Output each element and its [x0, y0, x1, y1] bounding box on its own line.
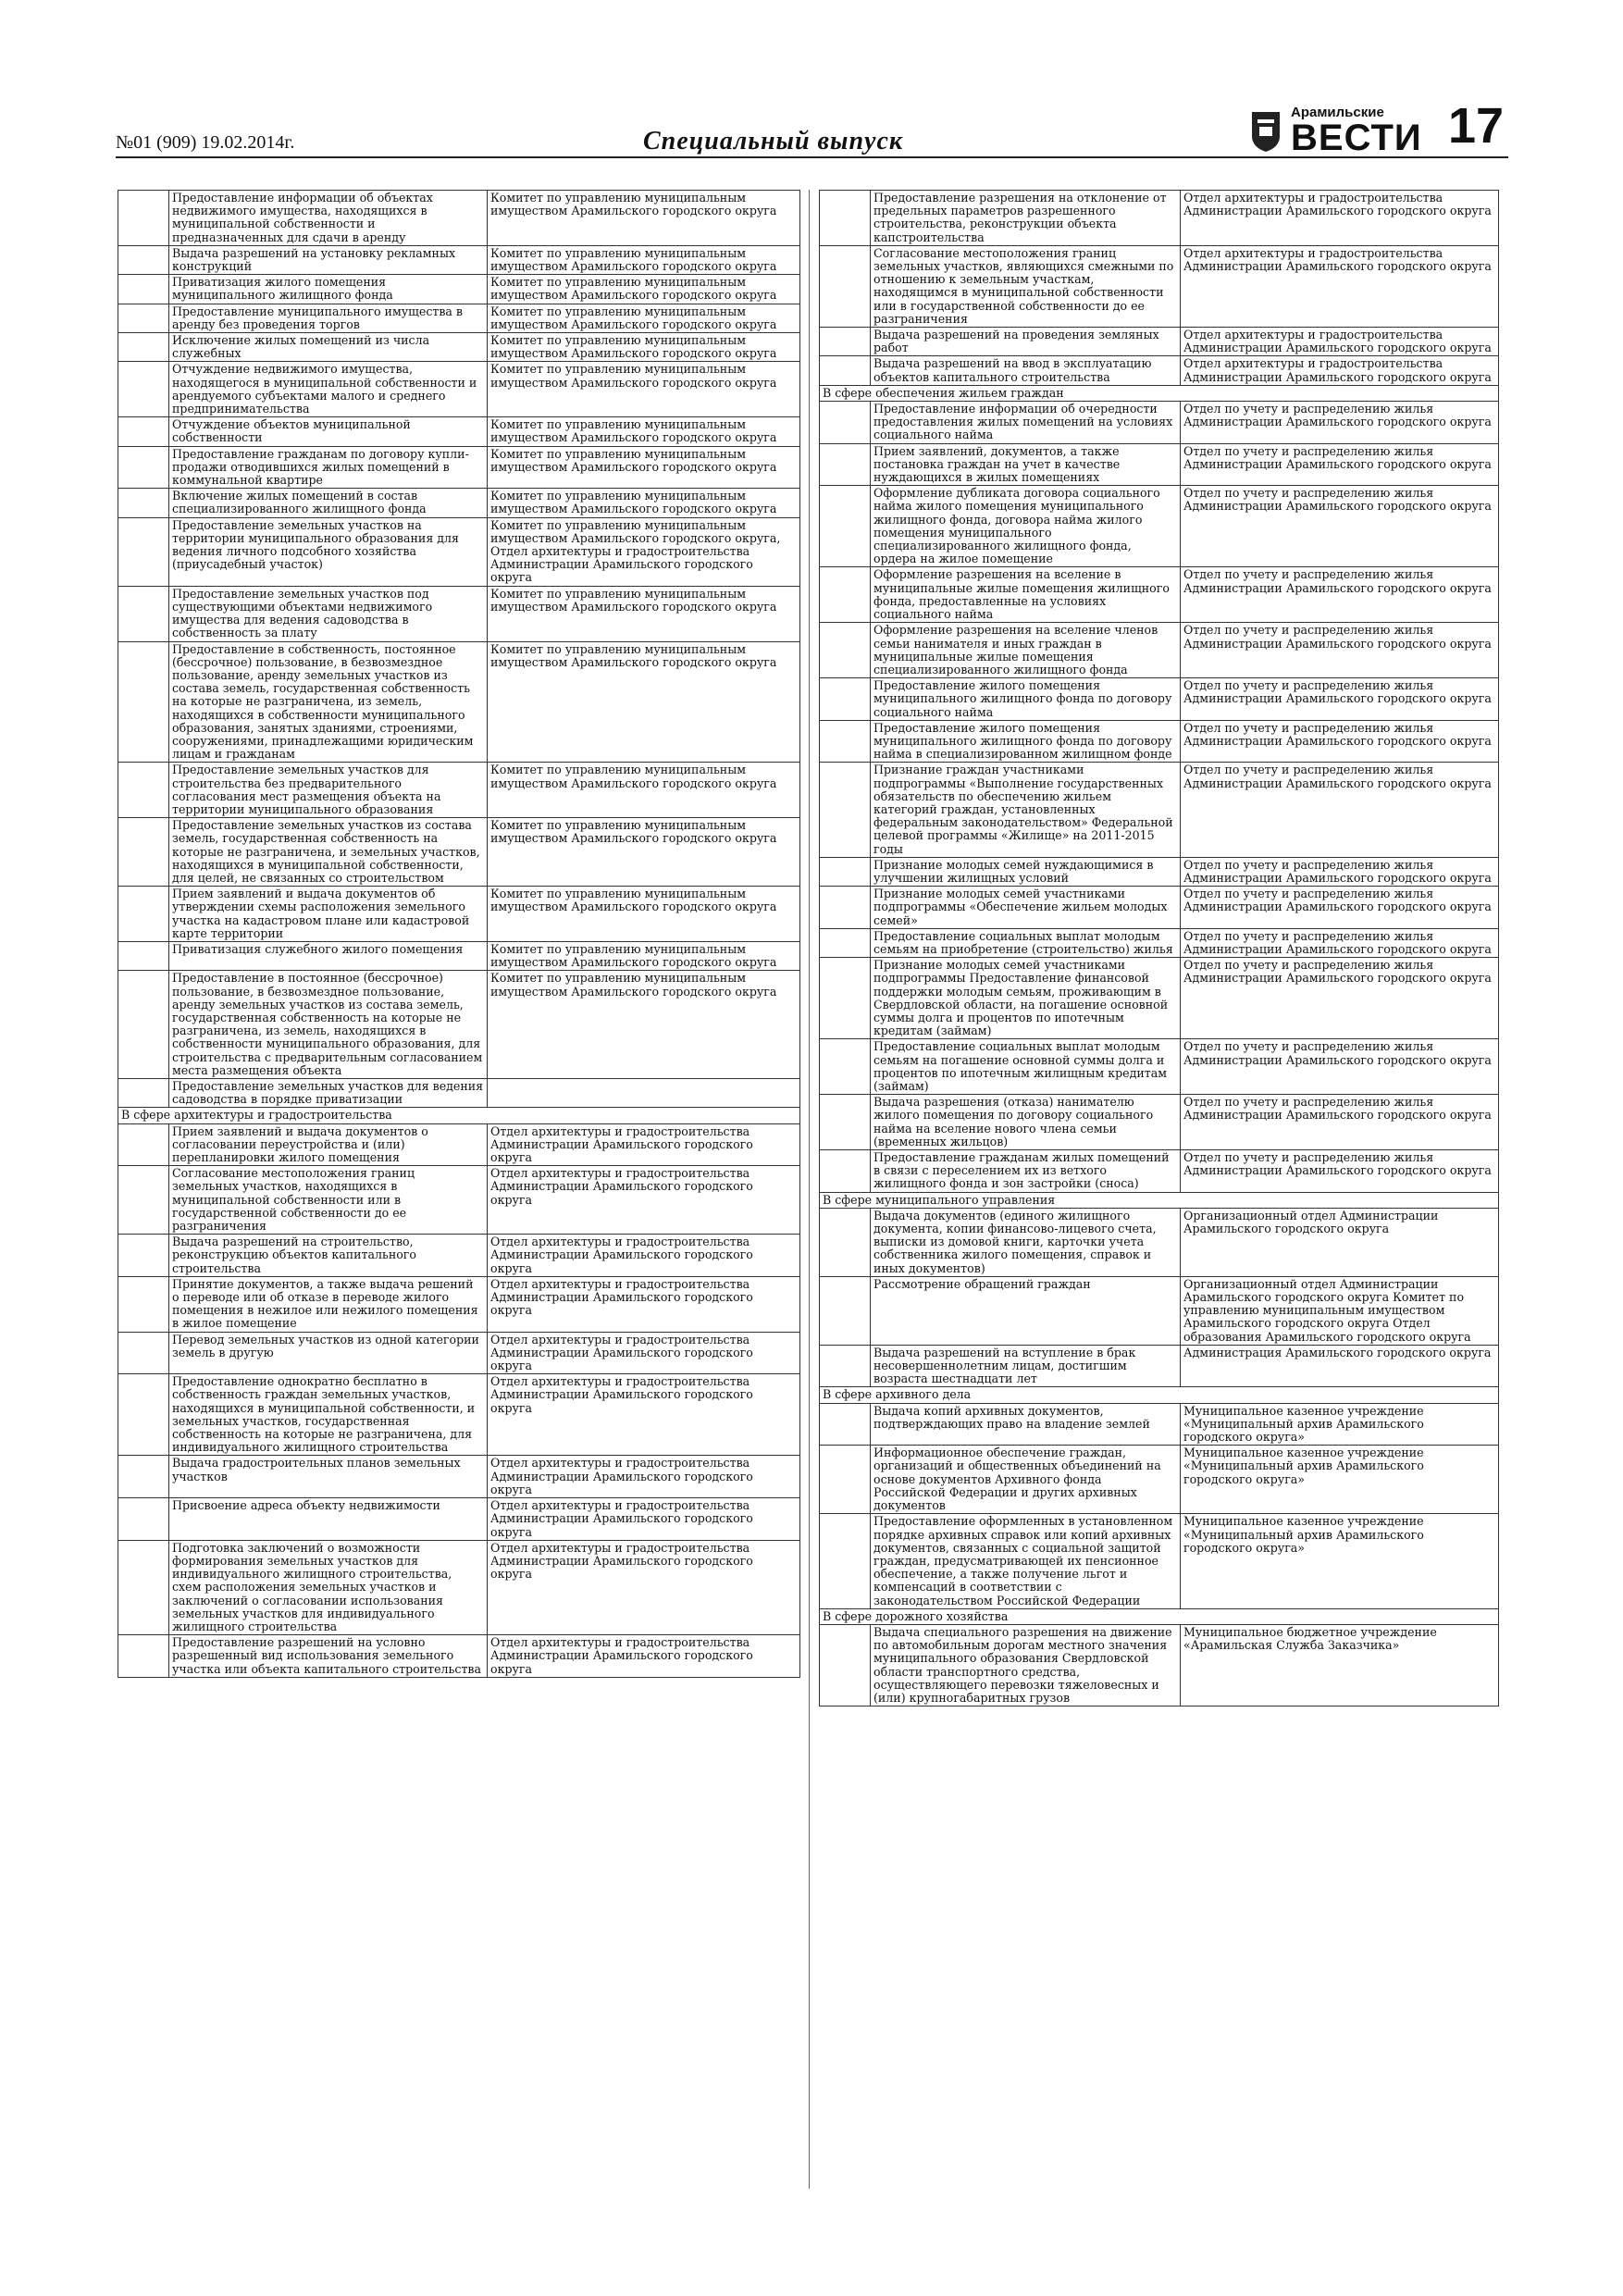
row-number-cell: [820, 356, 871, 385]
row-number-cell: [118, 1332, 169, 1374]
service-cell: Предоставление гражданам по договору купли-продажи отводившихся жилых помещений в коммунальной квартире: [169, 446, 488, 489]
row-number-cell: [118, 446, 169, 489]
organization-cell: Отдел архитектуры и градостроительства Администрации Арамильского городского округа: [488, 1123, 800, 1166]
row-number-cell: [118, 245, 169, 274]
row-number-cell: [118, 417, 169, 446]
section-heading: В сфере архивного дела: [820, 1387, 1499, 1403]
table-row: [118, 1166, 800, 1235]
table-row: [820, 1446, 1499, 1514]
organization-cell: Отдел по учету и распределению жилья Администрации Арамильского городского округа: [1181, 857, 1499, 886]
service-cell: Предоставление жилого помещения муниципального жилищного фонда по договору найма в специализированном жилищном фонде: [871, 720, 1181, 763]
table-row: [820, 245, 1499, 327]
row-number-cell: [118, 818, 169, 887]
table-row: [820, 1345, 1499, 1387]
service-cell: Прием заявлений и выдача документов о согласовании переустройства и (или) перепланировки жилого помещения: [169, 1123, 488, 1166]
row-number-cell: [820, 720, 871, 763]
row-number-cell: [820, 1446, 871, 1514]
service-cell: Приватизация жилого помещения муниципального жилищного фонда: [169, 275, 488, 304]
row-number-cell: [118, 586, 169, 641]
table-row: [118, 191, 800, 246]
organization-cell: Комитет по управлению муниципальным имуществом Арамильского городского округа: [488, 362, 800, 417]
service-cell: Признание граждан участниками подпрограммы «Выполнение государственных обязательств по обеспечению жильем категорий граждан, установленных федеральным законодательством» Федеральной целевой программы «Жилище» на 2011-2015 годы: [871, 763, 1181, 857]
table-row: [118, 1456, 800, 1498]
row-number-cell: [118, 517, 169, 586]
service-cell: Выдача градостроительных планов земельных участков: [169, 1456, 488, 1498]
row-number-cell: [820, 678, 871, 721]
table-row: [820, 567, 1499, 623]
row-number-cell: [820, 1208, 871, 1276]
table-row: [118, 1635, 800, 1678]
section-row: [820, 1192, 1499, 1208]
row-number-cell: [118, 1540, 169, 1634]
table-row: [820, 1403, 1499, 1446]
service-cell: Отчуждение недвижимого имущества, находящегося в муниципальной собственности и арендуемого субъектами малого и среднего предпринимательства: [169, 362, 488, 417]
organization-cell: Отдел архитектуры и градостроительства Администрации Арамильского городского округа: [1181, 245, 1499, 327]
service-cell: Выдача документов (единого жилищного документа, копии финансово-лицевого счета, выписки из домовой книги, карточки учета собственника жилого помещения, справок и иных документов): [871, 1208, 1181, 1276]
service-cell: Согласование местоположения границ земельных участков, находящихся в муниципальной собственности или в государственной собственности до ее разграничения: [169, 1166, 488, 1235]
organization-cell: Отдел по учету и распределению жилья Администрации Арамильского городского округа: [1181, 678, 1499, 721]
service-cell: Предоставление в собственность, постоянное (бессрочное) пользование, в безвозмездное пользование, аренду земельных участков из состава земель, государственная собственность на которые не разграничена, из земель, находящихся в собственности муниципального образования, занятых зданиями, строениями, сооружениями, принадлежащими юридическим лицам и гражданам: [169, 641, 488, 763]
table-row: [118, 517, 800, 586]
organization-cell: Комитет по управлению муниципальным имуществом Арамильского городского округа: [488, 275, 800, 304]
header-rule: [116, 156, 1508, 158]
organization-cell: Комитет по управлению муниципальным имуществом Арамильского городского округа: [488, 887, 800, 942]
service-cell: Выдача разрешений на ввод в эксплуатацию объектов капитального строительства: [871, 356, 1181, 385]
section-row: [820, 385, 1499, 401]
logo-title: ВЕСТИ: [1291, 118, 1422, 158]
table-row: [820, 1208, 1499, 1276]
row-number-cell: [118, 1123, 169, 1166]
service-cell: Предоставление земельных участков на территории муниципального образования для ведения личного подсобного хозяйства (приусадебный участок): [169, 517, 488, 586]
page-number: 17: [1448, 98, 1505, 154]
row-number-cell: [820, 328, 871, 356]
table-row: [820, 763, 1499, 857]
service-cell: Признание молодых семей участниками подпрограммы Предоставление финансовой поддержки молодым семьям, проживающим в Свердловской области, на погашение основной суммы долга и процентов по ипотечным кредитам (займам): [871, 958, 1181, 1039]
table-row: [118, 362, 800, 417]
table-row: [118, 941, 800, 970]
services-table-right: [819, 190, 1499, 1706]
section-heading: В сфере обеспечения жильем граждан: [820, 385, 1499, 401]
row-number-cell: [820, 1514, 871, 1608]
table-row: [820, 328, 1499, 356]
row-number-cell: [118, 1276, 169, 1332]
organization-cell: Отдел архитектуры и градостроительства Администрации Арамильского городского округа: [1181, 356, 1499, 385]
table-row: [118, 971, 800, 1079]
organization-cell: Отдел архитектуры и градостроительства Администрации Арамильского городского округа: [1181, 328, 1499, 356]
service-cell: Отчуждение объектов муниципальной собственности: [169, 417, 488, 446]
row-number-cell: [820, 1039, 871, 1095]
table-row: [118, 1374, 800, 1456]
service-cell: Выдача разрешений на проведения земляных работ: [871, 328, 1181, 356]
row-number-cell: [118, 1374, 169, 1456]
row-number-cell: [118, 1456, 169, 1498]
row-number-cell: [820, 763, 871, 857]
service-cell: Оформление разрешения на вселение в муниципальные жилые помещения жилищного фонда, предоставленные на условиях социального найма: [871, 567, 1181, 623]
service-cell: Предоставление социальных выплат молодым семьям на приобретение (строительство) жилья: [871, 928, 1181, 957]
organization-cell: Муниципальное казенное учреждение «Муниципальный архив Арамильского городского округа»: [1181, 1446, 1499, 1514]
row-number-cell: [820, 1345, 871, 1387]
service-cell: Включение жилых помещений в состав специализированного жилищного фонда: [169, 489, 488, 517]
row-number-cell: [118, 1166, 169, 1235]
organization-cell: Отдел по учету и распределению жилья Администрации Арамильского городского округа: [1181, 928, 1499, 957]
left-column: [118, 190, 800, 1678]
organization-cell: Отдел по учету и распределению жилья Администрации Арамильского городского округа: [1181, 1150, 1499, 1193]
organization-cell: Комитет по управлению муниципальным имуществом Арамильского городского округа: [488, 417, 800, 446]
service-cell: Рассмотрение обращений граждан: [871, 1276, 1181, 1345]
service-cell: Предоставление жилого помещения муниципального жилищного фонда по договору социального найма: [871, 678, 1181, 721]
service-cell: Выдача копий архивных документов, подтверждающих право на владение землей: [871, 1403, 1181, 1446]
row-number-cell: [820, 857, 871, 886]
row-number-cell: [820, 928, 871, 957]
section-row: [118, 1108, 800, 1123]
service-cell: Прием заявлений, документов, а также постановка граждан на учет в качестве нуждающихся в жилых помещениях: [871, 443, 1181, 486]
row-number-cell: [118, 641, 169, 763]
service-cell: Предоставление оформленных в установленном порядке архивных справок или копий архивных документов, связанных с социальной защитой граждан, предусматривающей их пенсионное обеспечение, а также получение льгот и компенсаций в соответствии с законодательством Российской Федерации: [871, 1514, 1181, 1608]
service-cell: Выдача разрешения (отказа) нанимателю жилого помещения по договору социального найма на вселение нового члена семьи (временных жильцов): [871, 1095, 1181, 1150]
crest-icon: [1250, 110, 1282, 153]
issue-number: №01 (909) 19.02.2014г.: [116, 132, 295, 153]
logo-subtitle: Арамильские: [1291, 105, 1384, 120]
service-cell: Признание молодых семей нуждающимися в улучшении жилищных условий: [871, 857, 1181, 886]
table-row: [820, 678, 1499, 721]
service-cell: Предоставление земельных участков под существующими объектами недвижимого имущества для ведения садоводства в собственность за плату: [169, 586, 488, 641]
service-cell: Предоставление социальных выплат молодым семьям на погашение основной суммы долга и процентов по ипотечным жилищным кредитам (займам): [871, 1039, 1181, 1095]
service-cell: Предоставление гражданам жилых помещений в связи с переселением их из ветхого жилищного фонда и зон застройки (сноса): [871, 1150, 1181, 1193]
row-number-cell: [820, 245, 871, 327]
organization-cell: Комитет по управлению муниципальным имуществом Арамильского городского округа: [488, 304, 800, 332]
table-row: [118, 586, 800, 641]
table-row: [118, 887, 800, 942]
table-row: [118, 333, 800, 362]
organization-cell: Комитет по управлению муниципальным имуществом Арамильского городского округа: [488, 245, 800, 274]
table-row: [820, 1276, 1499, 1345]
organization-cell: Отдел архитектуры и градостроительства Администрации Арамильского городского округа: [488, 1374, 800, 1456]
table-row: [820, 486, 1499, 567]
service-cell: Информационное обеспечение граждан, организаций и общественных объединений на основе документов Архивного фонда Российской Федерации и других архивных документов: [871, 1446, 1181, 1514]
organization-cell: Комитет по управлению муниципальным имуществом Арамильского городского округа, Отдел архитектуры и градостроительства Администрации Арамильского городского округа: [488, 517, 800, 586]
service-cell: Присвоение адреса объекту недвижимости: [169, 1498, 488, 1541]
organization-cell: Отдел по учету и распределению жилья Администрации Арамильского городского округа: [1181, 958, 1499, 1039]
row-number-cell: [118, 333, 169, 362]
row-number-cell: [118, 971, 169, 1079]
organization-cell: Отдел по учету и распределению жилья Администрации Арамильского городского округа: [1181, 763, 1499, 857]
service-cell: Предоставление разрешений на условно разрешенный вид использования земельного участка или объекта капитального строительства: [169, 1635, 488, 1678]
organization-cell: Отдел архитектуры и градостроительства Администрации Арамильского городского округа: [488, 1635, 800, 1678]
table-row: [118, 489, 800, 517]
organization-cell: Отдел по учету и распределению жилья Администрации Арамильского городского округа: [1181, 887, 1499, 929]
service-cell: Предоставление информации об объектах недвижимого имущества, находящихся в муниципальной собственности и предназначенных для сдачи в аренду: [169, 191, 488, 246]
table-row: [820, 1039, 1499, 1095]
table-row: [820, 1514, 1499, 1608]
service-cell: Предоставление информации об очередности предоставления жилых помещений на условиях социального найма: [871, 402, 1181, 444]
service-cell: Подготовка заключений о возможности формирования земельных участков для индивидуального жилищного строительства, схем расположения земельных участков и заключений о согласовании использования земельных участков для индивидуального жилищного строительства: [169, 1540, 488, 1634]
service-cell: Выдача специального разрешения на движение по автомобильным дорогам местного значения муниципального образования Свердловской области транспортного средства, осуществляющего перевозки тяжеловесных и (или) крупногабаритных грузов: [871, 1624, 1181, 1706]
table-row: [118, 1498, 800, 1541]
row-number-cell: [820, 1276, 871, 1345]
organization-cell: Комитет по управлению муниципальным имуществом Арамильского городского округа: [488, 489, 800, 517]
row-number-cell: [820, 486, 871, 567]
organization-cell: Отдел архитектуры и градостроительства Администрации Арамильского городского округа: [488, 1166, 800, 1235]
row-number-cell: [820, 1150, 871, 1193]
organization-cell: Комитет по управлению муниципальным имуществом Арамильского городского округа: [488, 191, 800, 246]
table-row: [118, 1235, 800, 1277]
table-row: [118, 1540, 800, 1634]
table-row: [820, 402, 1499, 444]
row-number-cell: [820, 567, 871, 623]
organization-cell: Муниципальное казенное учреждение «Муниципальный архив Арамильского городского округа»: [1181, 1403, 1499, 1446]
table-row: [820, 1095, 1499, 1150]
table-row: [118, 763, 800, 818]
table-row: [820, 1624, 1499, 1706]
organization-cell: Комитет по управлению муниципальным имуществом Арамильского городского округа: [488, 818, 800, 887]
organization-cell: Отдел по учету и распределению жилья Администрации Арамильского городского округа: [1181, 567, 1499, 623]
service-cell: Оформление дубликата договора социального найма жилого помещения муниципального жилищного фонда, договора найма жилого помещения муниципального специализированного жилищного фонда, ордера на жилое помещение: [871, 486, 1181, 567]
row-number-cell: [118, 304, 169, 332]
row-number-cell: [820, 623, 871, 678]
service-cell: Выдача разрешений на установку рекламных конструкций: [169, 245, 488, 274]
row-number-cell: [820, 1624, 871, 1706]
organization-cell: Комитет по управлению муниципальным имуществом Арамильского городского округа: [488, 333, 800, 362]
service-cell: Оформление разрешения на вселение членов семьи нанимателя и иных граждан в муниципальные жилые помещения специализированного жилищного фонда: [871, 623, 1181, 678]
service-cell: Предоставление разрешения на отклонение от предельных параметров разрешенного строительства, реконструкции объекта капстроительства: [871, 191, 1181, 246]
column-divider: [809, 190, 810, 2189]
row-number-cell: [820, 443, 871, 486]
organization-cell: Отдел по учету и распределению жилья Администрации Арамильского городского округа: [1181, 1095, 1499, 1150]
table-row: [118, 1332, 800, 1374]
row-number-cell: [820, 1403, 871, 1446]
row-number-cell: [118, 1498, 169, 1541]
row-number-cell: [118, 1079, 169, 1108]
service-cell: Согласование местоположения границ земельных участков, являющихся смежными по отношению к земельным участкам, находящимся в муниципальной собственности или в государственной собственности до ее разграничения: [871, 245, 1181, 327]
organization-cell: Отдел по учету и распределению жилья Администрации Арамильского городского округа: [1181, 720, 1499, 763]
row-number-cell: [118, 275, 169, 304]
organization-cell: Отдел по учету и распределению жилья Администрации Арамильского городского округа: [1181, 1039, 1499, 1095]
organization-cell: Комитет по управлению муниципальным имуществом Арамильского городского округа: [488, 446, 800, 489]
table-row: [820, 356, 1499, 385]
section-row: [820, 1387, 1499, 1403]
row-number-cell: [820, 887, 871, 929]
section-heading: В сфере дорожного хозяйства: [820, 1608, 1499, 1624]
organization-cell: Организационный отдел Администрации Арамильского городского округа Комитет по управлению муниципальным имуществом Арамильского городского округа Отдел образования Арамильского городского округа: [1181, 1276, 1499, 1345]
services-table-left: [118, 190, 800, 1678]
organization-cell: Комитет по управлению муниципальным имуществом Арамильского городского округа: [488, 763, 800, 818]
service-cell: Предоставление земельных участков для строительства без предварительного согласования мест размещения объекта на территории муниципального образования: [169, 763, 488, 818]
row-number-cell: [820, 1095, 871, 1150]
row-number-cell: [118, 941, 169, 970]
row-number-cell: [118, 191, 169, 246]
organization-cell: Отдел архитектуры и градостроительства Администрации Арамильского городского округа: [1181, 191, 1499, 246]
organization-cell: Отдел архитектуры и градостроительства Администрации Арамильского городского округа: [488, 1498, 800, 1541]
table-row: [820, 887, 1499, 929]
service-cell: Признание молодых семей участниками подпрограммы «Обеспечение жильем молодых семей»: [871, 887, 1181, 929]
service-cell: Перевод земельных участков из одной категории земель в другую: [169, 1332, 488, 1374]
organization-cell: Муниципальное бюджетное учреждение «Арамильская Служба Заказчика»: [1181, 1624, 1499, 1706]
table-row: [118, 818, 800, 887]
organization-cell: Отдел архитектуры и градостроительства Администрации Арамильского городского округа: [488, 1332, 800, 1374]
newspaper-logo: [1245, 105, 1420, 156]
row-number-cell: [118, 362, 169, 417]
service-cell: Прием заявлений и выдача документов об утверждении схемы расположения земельного участка на кадастровом плане или кадастровой карте территории: [169, 887, 488, 942]
table-row: [820, 720, 1499, 763]
service-cell: Предоставление в постоянное (бессрочное) пользование, в безвозмездное пользование, аренду земельных участков из состава земель, государственная собственность на которые не разграничена, из земель, находящихся в собственности муниципального образования, для строительства с предварительным согласованием места размещения объекта: [169, 971, 488, 1079]
table-row: [820, 958, 1499, 1039]
organization-cell: Комитет по управлению муниципальным имуществом Арамильского городского округа: [488, 641, 800, 763]
organization-cell: Комитет по управлению муниципальным имуществом Арамильского городского округа: [488, 586, 800, 641]
service-cell: Принятие документов, а также выдача решений о переводе или об отказе в переводе жилого помещения в нежилое или нежилого помещения в жилое помещение: [169, 1276, 488, 1332]
service-cell: Предоставление муниципального имущества в аренду без проведения торгов: [169, 304, 488, 332]
row-number-cell: [820, 958, 871, 1039]
table-row: [118, 1276, 800, 1332]
row-number-cell: [118, 1235, 169, 1277]
organization-cell: Отдел архитектуры и градостроительства Администрации Арамильского городского округа: [488, 1276, 800, 1332]
organization-cell: Отдел по учету и распределению жилья Администрации Арамильского городского округа: [1181, 486, 1499, 567]
page-header: [116, 97, 1522, 162]
table-row: [820, 1150, 1499, 1193]
organization-cell: Отдел архитектуры и градостроительства Администрации Арамильского городского округа: [488, 1235, 800, 1277]
row-number-cell: [118, 1635, 169, 1678]
table-row: [820, 443, 1499, 486]
service-cell: Предоставление земельных участков для ведения садоводства в порядке приватизации: [169, 1079, 488, 1108]
organization-cell: Отдел по учету и распределению жилья Администрации Арамильского городского округа: [1181, 443, 1499, 486]
service-cell: Предоставление земельных участков из состава земель, государственная собственность на которые не разграничена, и земельных участков, находящихся в муниципальной собственности, для целей, не связанных со строительством: [169, 818, 488, 887]
organization-cell: Отдел по учету и распределению жилья Администрации Арамильского городского округа: [1181, 623, 1499, 678]
row-number-cell: [118, 489, 169, 517]
table-row: [118, 641, 800, 763]
row-number-cell: [820, 402, 871, 444]
issue-title: Специальный выпуск: [643, 127, 904, 155]
service-cell: Выдача разрешений на строительство, реконструкцию объектов капитального строительства: [169, 1235, 488, 1277]
table-row: [118, 1123, 800, 1166]
table-row: [118, 446, 800, 489]
service-cell: Предоставление однократно бесплатно в собственность граждан земельных участков, находящихся в муниципальной собственности, и земельных участков, государственная собственность на которые не разграничена, для индивидуального жилищного строительства: [169, 1374, 488, 1456]
service-cell: Выдача разрешений на вступление в брак несовершеннолетним лицам, достигшим возраста шестнадцати лет: [871, 1345, 1181, 1387]
table-row: [118, 1079, 800, 1108]
table-row: [820, 623, 1499, 678]
row-number-cell: [820, 191, 871, 246]
service-cell: Приватизация служебного жилого помещения: [169, 941, 488, 970]
table-row: [118, 245, 800, 274]
organization-cell: Отдел архитектуры и градостроительства Администрации Арамильского городского округа: [488, 1456, 800, 1498]
table-row: [820, 857, 1499, 886]
right-column: [819, 190, 1499, 1706]
table-row: [820, 191, 1499, 246]
organization-cell: Муниципальное казенное учреждение «Муниципальный архив Арамильского городского округа»: [1181, 1514, 1499, 1608]
service-cell: Исключение жилых помещений из числа служебных: [169, 333, 488, 362]
row-number-cell: [118, 763, 169, 818]
organization-cell: Комитет по управлению муниципальным имуществом Арамильского городского округа: [488, 941, 800, 970]
table-row: [118, 417, 800, 446]
table-row: [118, 275, 800, 304]
organization-cell: Администрация Арамильского городского округа: [1181, 1345, 1499, 1387]
section-heading: В сфере муниципального управления: [820, 1192, 1499, 1208]
section-row: [820, 1608, 1499, 1624]
section-heading: В сфере архитектуры и градостроительства: [118, 1108, 800, 1123]
table-row: [118, 304, 800, 332]
organization-cell: Комитет по управлению муниципальным имуществом Арамильского городского округа: [488, 971, 800, 1079]
organization-cell: Организационный отдел Администрации Арамильского городского округа: [1181, 1208, 1499, 1276]
table-row: [820, 928, 1499, 957]
organization-cell: [488, 1079, 800, 1108]
row-number-cell: [118, 887, 169, 942]
organization-cell: Отдел архитектуры и градостроительства Администрации Арамильского городского округа: [488, 1540, 800, 1634]
organization-cell: Отдел по учету и распределению жилья Администрации Арамильского городского округа: [1181, 402, 1499, 444]
